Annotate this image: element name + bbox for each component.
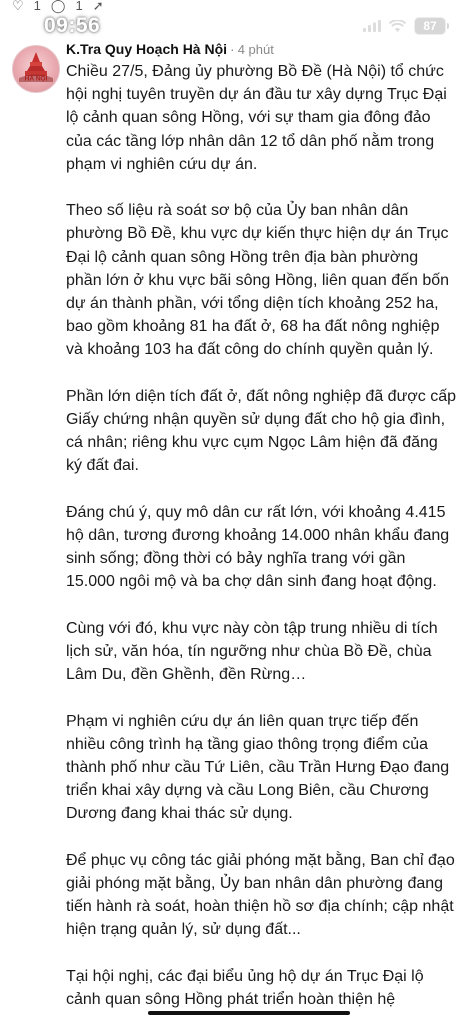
heart-icon: ♡ <box>12 0 24 13</box>
faded-action-row <box>12 0 104 14</box>
avatar-label: HÀ NỘI <box>24 75 48 83</box>
paragraph: Cùng với đó, khu vực này còn tập trung nhiều di tích lịch sử, văn hóa, tín ngưỡng như chùa Bồ Đề, chùa Lâm Du, đền Ghềnh, đền Rừng… <box>66 619 438 684</box>
home-indicator <box>148 1011 350 1015</box>
status-bar <box>0 0 474 40</box>
separator-dot: · <box>230 41 235 57</box>
avatar[interactable] <box>12 45 60 93</box>
battery-indicator: 87 <box>414 17 446 35</box>
comment-count: 1 <box>75 0 83 13</box>
author-name[interactable]: K.Tra Quy Hoạch Hà Nội <box>66 41 228 57</box>
paragraph: Tại hội nghị, các đại biểu ủng hộ dự án Trục Đại lộ cảnh quan sông Hồng phát triển hoàn thiện hệ <box>66 967 424 1009</box>
paragraph: Chiều 27/5, Đảng ủy phường Bồ Đề (Hà Nội) tổ chức hội nghị tuyên truyền dự án đầu tư xây dựng Trục Đại lộ cảnh quan sông Hồng, với sự tham gia đông đảo của các tầng lớp nhân dân 12 tổ dân phố nằm trong phạm vi nghiên cứu dự án. <box>66 63 447 173</box>
paragraph: Để phục vụ công tác giải phóng mặt bằng, Ban chỉ đạo giải phóng mặt bằng, Ủy ban nhân dân phường đang tiến hành rà soát, hoàn thiện hồ sơ địa chính; cập nhật hiện trạng quản lý, sử dụng đất... <box>66 851 455 939</box>
comment-icon: ◯ <box>50 0 66 13</box>
post-time: 4 phút <box>237 42 274 57</box>
signal-icon <box>363 20 381 32</box>
paragraph: Phần lớn diện tích đất ở, đất nông nghiệp đã được cấp Giấy chứng nhận quyền sử dụng đất cho hộ gia đình, cá nhân; riêng khu vực cụm Ngọc Lâm hiện đã đăng ký đất đai. <box>66 387 457 475</box>
paragraph: Đáng chú ý, quy mô dân cư rất lớn, với khoảng 4.415 hộ dân, tương đương khoảng 14.000 nhân khẩu đang sinh sống; đồng thời có bảy nghĩa trang với gần 15.000 ngôi mộ và ba chợ dân sinh đang hoạt động. <box>66 503 450 591</box>
paragraph: Theo số liệu rà soát sơ bộ của Ủy ban nhân dân phường Bồ Đề, khu vực dự kiến thực hiện dự án Trục Đại lộ cảnh quan sông Hồng trên địa bàn phường phần lớn ở khu vực bãi sông Hồng, liên quan đến bốn dự án thành phần, với tổng diện tích khoảng 252 ha, bao gồm khoảng 81 ha đất ở, 68 ha đất nông nghiệp và khoảng 103 ha đất công do chính quyền quản lý. <box>66 202 450 359</box>
status-indicators <box>363 17 446 35</box>
wifi-icon <box>389 20 406 32</box>
post-author-line <box>66 41 274 57</box>
share-icon: ➚ <box>92 0 104 13</box>
post-content <box>66 60 458 1034</box>
paragraph: Phạm vi nghiên cứu dự án liên quan trực tiếp đến nhiều công trình hạ tầng giao thông trọng điểm của thành phố như cầu Tứ Liên, cầu Trần Hưng Đạo đang triển khai xây dựng và cầu Long Biên, cầu Chương Dương đang khai thác sử dụng. <box>66 712 450 823</box>
like-count: 1 <box>33 0 41 13</box>
clock: 09:56 <box>44 14 101 37</box>
